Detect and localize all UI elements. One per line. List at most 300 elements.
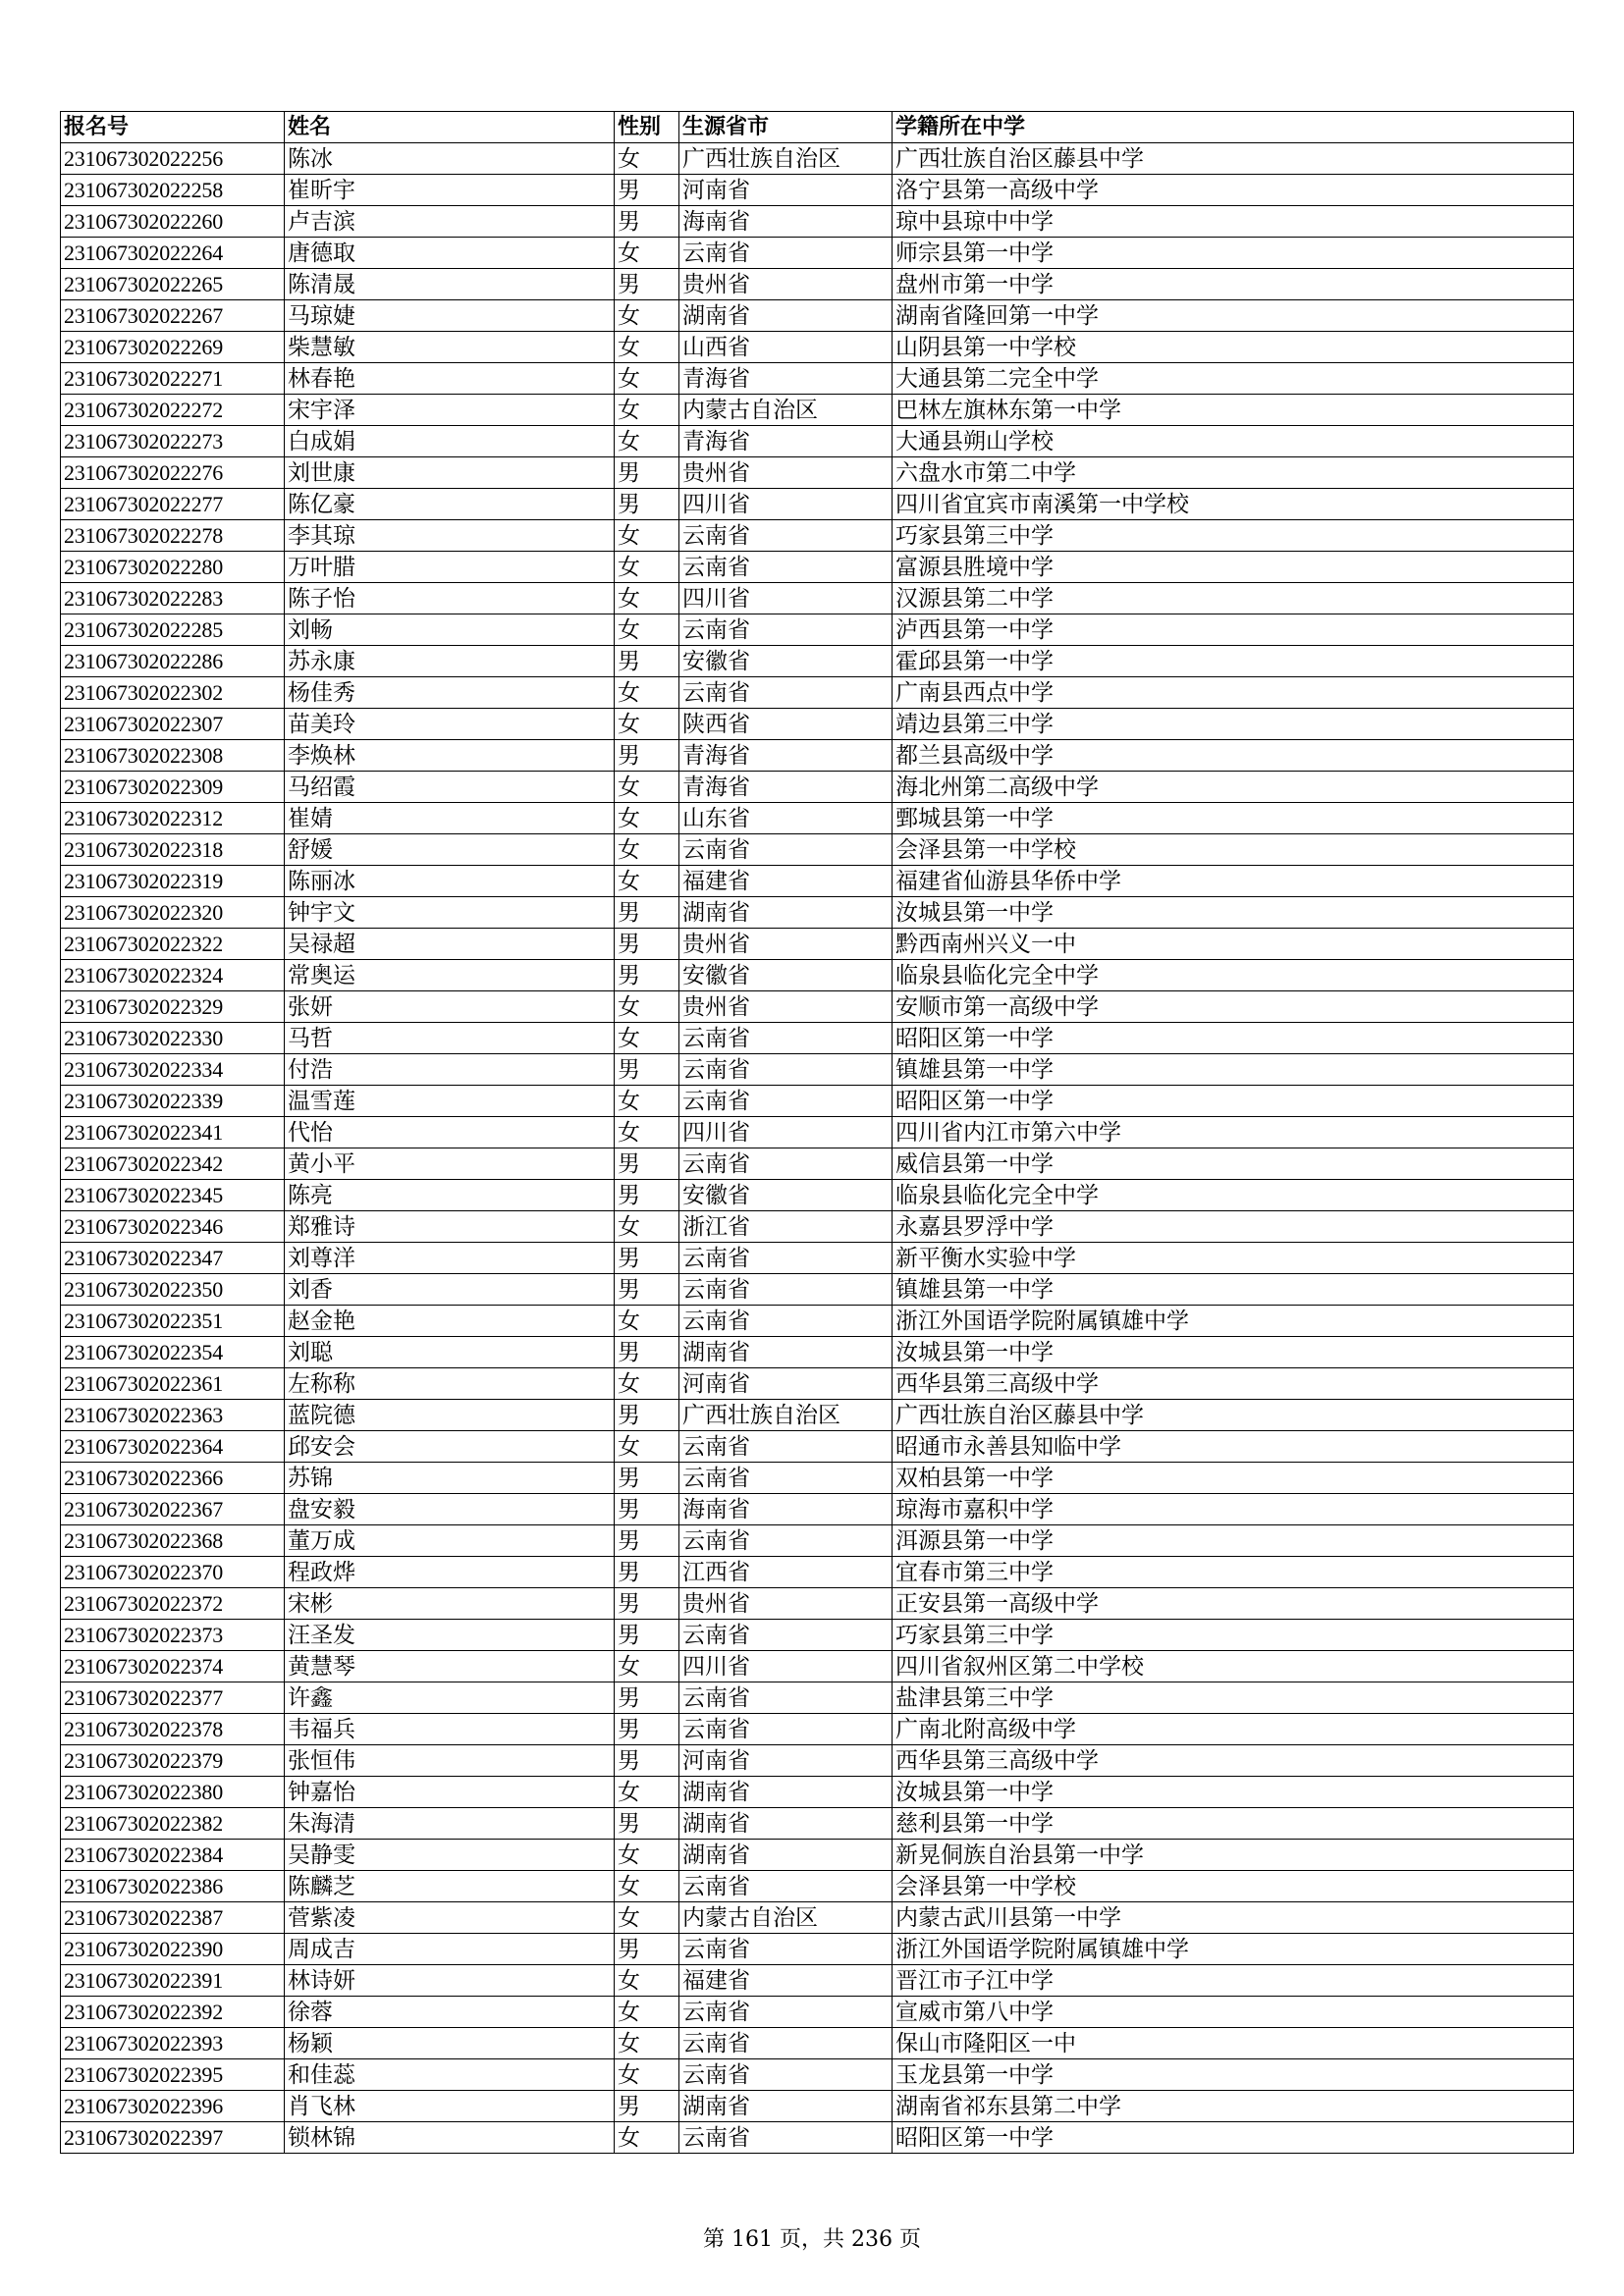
- cell-name: 锁林锦: [285, 2122, 615, 2154]
- cell-gender: 女: [615, 1431, 679, 1463]
- cell-gender: 女: [615, 552, 679, 583]
- table-row: [61, 1934, 1574, 1965]
- cell-gender: 男: [615, 1714, 679, 1745]
- cell-high-school: 盐津县第三中学: [893, 1682, 1574, 1714]
- cell-registration-number: 231067302022341: [61, 1117, 285, 1148]
- cell-high-school: 汉源县第二中学: [893, 583, 1574, 614]
- cell-province: 云南省: [679, 520, 893, 552]
- cell-name: 李其琼: [285, 520, 615, 552]
- cell-registration-number: 231067302022345: [61, 1180, 285, 1211]
- table-row: [61, 2059, 1574, 2091]
- table-row: [61, 2028, 1574, 2059]
- cell-registration-number: 231067302022272: [61, 395, 285, 426]
- cell-high-school: 昭阳区第一中学: [893, 2122, 1574, 2154]
- cell-registration-number: 231067302022367: [61, 1494, 285, 1525]
- cell-registration-number: 231067302022283: [61, 583, 285, 614]
- cell-registration-number: 231067302022256: [61, 143, 285, 175]
- cell-high-school: 昭阳区第一中学: [893, 1086, 1574, 1117]
- cell-province: 云南省: [679, 614, 893, 646]
- cell-gender: 男: [615, 1494, 679, 1525]
- header-name: 姓名: [285, 112, 615, 143]
- cell-high-school: 新晃侗族自治县第一中学: [893, 1840, 1574, 1871]
- cell-high-school: 慈利县第一中学: [893, 1808, 1574, 1840]
- table-row: [61, 1274, 1574, 1306]
- cell-province: 湖南省: [679, 897, 893, 929]
- table-row: [61, 834, 1574, 866]
- cell-high-school: 昭通市永善县知临中学: [893, 1431, 1574, 1463]
- cell-name: 马琼婕: [285, 300, 615, 332]
- cell-high-school: 师宗县第一中学: [893, 238, 1574, 269]
- table-row: [61, 206, 1574, 238]
- cell-registration-number: 231067302022330: [61, 1023, 285, 1054]
- cell-name: 万叶腊: [285, 552, 615, 583]
- cell-registration-number: 231067302022354: [61, 1337, 285, 1368]
- cell-high-school: 琼中县琼中中学: [893, 206, 1574, 238]
- header-gender: 性别: [615, 112, 679, 143]
- cell-name: 柴慧敏: [285, 332, 615, 363]
- cell-province: 云南省: [679, 1934, 893, 1965]
- table-row: [61, 1494, 1574, 1525]
- table-row: [61, 1714, 1574, 1745]
- cell-name: 钟嘉怡: [285, 1777, 615, 1808]
- cell-high-school: 都兰县高级中学: [893, 740, 1574, 772]
- cell-high-school: 泸西县第一中学: [893, 614, 1574, 646]
- cell-high-school: 玉龙县第一中学: [893, 2059, 1574, 2091]
- cell-gender: 女: [615, 332, 679, 363]
- cell-province: 广西壮族自治区: [679, 143, 893, 175]
- cell-high-school: 海北州第二高级中学: [893, 772, 1574, 803]
- cell-high-school: 宣威市第八中学: [893, 1997, 1574, 2028]
- cell-province: 云南省: [679, 1023, 893, 1054]
- cell-registration-number: 231067302022346: [61, 1211, 285, 1243]
- cell-province: 青海省: [679, 740, 893, 772]
- cell-name: 唐德取: [285, 238, 615, 269]
- table-row: [61, 1588, 1574, 1620]
- table-row: [61, 1840, 1574, 1871]
- cell-registration-number: 231067302022392: [61, 1997, 285, 2028]
- cell-province: 贵州省: [679, 457, 893, 489]
- cell-name: 陈子怡: [285, 583, 615, 614]
- table-row: [61, 238, 1574, 269]
- cell-province: 湖南省: [679, 1840, 893, 1871]
- cell-high-school: 宜春市第三中学: [893, 1557, 1574, 1588]
- cell-name: 盘安毅: [285, 1494, 615, 1525]
- cell-high-school: 威信县第一中学: [893, 1148, 1574, 1180]
- cell-name: 陈冰: [285, 143, 615, 175]
- cell-registration-number: 231067302022273: [61, 426, 285, 457]
- cell-gender: 女: [615, 1902, 679, 1934]
- cell-gender: 女: [615, 1211, 679, 1243]
- cell-high-school: 汝城县第一中学: [893, 1337, 1574, 1368]
- cell-registration-number: 231067302022351: [61, 1306, 285, 1337]
- cell-registration-number: 231067302022319: [61, 866, 285, 897]
- table-row: [61, 1117, 1574, 1148]
- table-row: [61, 1525, 1574, 1557]
- cell-province: 贵州省: [679, 991, 893, 1023]
- cell-name: 白成娟: [285, 426, 615, 457]
- cell-high-school: 保山市隆阳区一中: [893, 2028, 1574, 2059]
- cell-name: 郑雅诗: [285, 1211, 615, 1243]
- cell-gender: 女: [615, 614, 679, 646]
- cell-registration-number: 231067302022364: [61, 1431, 285, 1463]
- cell-high-school: 新平衡水实验中学: [893, 1243, 1574, 1274]
- cell-registration-number: 231067302022370: [61, 1557, 285, 1588]
- cell-province: 山东省: [679, 803, 893, 834]
- cell-gender: 女: [615, 834, 679, 866]
- cell-registration-number: 231067302022318: [61, 834, 285, 866]
- cell-high-school: 福建省仙游县华侨中学: [893, 866, 1574, 897]
- cell-province: 湖南省: [679, 1808, 893, 1840]
- cell-high-school: 广南北附高级中学: [893, 1714, 1574, 1745]
- table-row: [61, 929, 1574, 960]
- cell-registration-number: 231067302022387: [61, 1902, 285, 1934]
- cell-province: 青海省: [679, 426, 893, 457]
- table-row: [61, 897, 1574, 929]
- cell-province: 河南省: [679, 1745, 893, 1777]
- cell-name: 付浩: [285, 1054, 615, 1086]
- cell-high-school: 富源县胜境中学: [893, 552, 1574, 583]
- cell-gender: 男: [615, 269, 679, 300]
- cell-province: 内蒙古自治区: [679, 1902, 893, 1934]
- cell-name: 汪圣发: [285, 1620, 615, 1651]
- cell-province: 安徽省: [679, 960, 893, 991]
- cell-name: 林春艳: [285, 363, 615, 395]
- cell-registration-number: 231067302022378: [61, 1714, 285, 1745]
- cell-province: 四川省: [679, 583, 893, 614]
- table-row: [61, 1902, 1574, 1934]
- cell-gender: 女: [615, 803, 679, 834]
- cell-registration-number: 231067302022309: [61, 772, 285, 803]
- cell-high-school: 洱源县第一中学: [893, 1525, 1574, 1557]
- cell-gender: 女: [615, 2122, 679, 2154]
- cell-province: 云南省: [679, 1871, 893, 1902]
- table-row: [61, 772, 1574, 803]
- cell-gender: 男: [615, 1745, 679, 1777]
- cell-gender: 男: [615, 1337, 679, 1368]
- table-row: [61, 583, 1574, 614]
- table-row: [61, 1054, 1574, 1086]
- cell-registration-number: 231067302022269: [61, 332, 285, 363]
- cell-high-school: 永嘉县罗浮中学: [893, 1211, 1574, 1243]
- cell-name: 邱安会: [285, 1431, 615, 1463]
- cell-high-school: 安顺市第一高级中学: [893, 991, 1574, 1023]
- cell-high-school: 正安县第一高级中学: [893, 1588, 1574, 1620]
- cell-province: 云南省: [679, 1086, 893, 1117]
- cell-high-school: 会泽县第一中学校: [893, 834, 1574, 866]
- cell-province: 内蒙古自治区: [679, 395, 893, 426]
- cell-name: 卢吉滨: [285, 206, 615, 238]
- cell-name: 蓝院德: [285, 1400, 615, 1431]
- cell-name: 吴静雯: [285, 1840, 615, 1871]
- cell-province: 福建省: [679, 1965, 893, 1997]
- cell-province: 云南省: [679, 1714, 893, 1745]
- table-row: [61, 489, 1574, 520]
- cell-name: 宋彬: [285, 1588, 615, 1620]
- table-row: [61, 1180, 1574, 1211]
- cell-gender: 男: [615, 1180, 679, 1211]
- cell-high-school: 四川省叙州区第二中学校: [893, 1651, 1574, 1682]
- cell-gender: 男: [615, 175, 679, 206]
- cell-province: 云南省: [679, 677, 893, 709]
- cell-gender: 女: [615, 143, 679, 175]
- cell-name: 陈亮: [285, 1180, 615, 1211]
- table-row: [61, 1651, 1574, 1682]
- cell-province: 云南省: [679, 1682, 893, 1714]
- cell-name: 刘香: [285, 1274, 615, 1306]
- cell-province: 云南省: [679, 1620, 893, 1651]
- table-row: [61, 332, 1574, 363]
- cell-high-school: 洛宁县第一高级中学: [893, 175, 1574, 206]
- table-row: [61, 1997, 1574, 2028]
- cell-name: 左称称: [285, 1368, 615, 1400]
- cell-province: 青海省: [679, 772, 893, 803]
- table-row: [61, 991, 1574, 1023]
- table-row: [61, 1368, 1574, 1400]
- cell-province: 贵州省: [679, 269, 893, 300]
- cell-name: 刘畅: [285, 614, 615, 646]
- cell-name: 徐蓉: [285, 1997, 615, 2028]
- cell-gender: 女: [615, 677, 679, 709]
- table-row: [61, 1243, 1574, 1274]
- cell-name: 董万成: [285, 1525, 615, 1557]
- cell-name: 刘世康: [285, 457, 615, 489]
- table-row: [61, 646, 1574, 677]
- table-row: [61, 709, 1574, 740]
- cell-high-school: 山阴县第一中学校: [893, 332, 1574, 363]
- cell-high-school: 镇雄县第一中学: [893, 1054, 1574, 1086]
- cell-registration-number: 231067302022377: [61, 1682, 285, 1714]
- cell-province: 安徽省: [679, 646, 893, 677]
- cell-registration-number: 231067302022286: [61, 646, 285, 677]
- cell-registration-number: 231067302022258: [61, 175, 285, 206]
- cell-name: 陈亿豪: [285, 489, 615, 520]
- cell-gender: 男: [615, 2091, 679, 2122]
- table-row: [61, 395, 1574, 426]
- cell-registration-number: 231067302022363: [61, 1400, 285, 1431]
- cell-registration-number: 231067302022342: [61, 1148, 285, 1180]
- cell-registration-number: 231067302022380: [61, 1777, 285, 1808]
- table-row: [61, 1463, 1574, 1494]
- cell-gender: 男: [615, 1557, 679, 1588]
- cell-registration-number: 231067302022396: [61, 2091, 285, 2122]
- cell-registration-number: 231067302022329: [61, 991, 285, 1023]
- cell-province: 青海省: [679, 363, 893, 395]
- cell-high-school: 汝城县第一中学: [893, 897, 1574, 929]
- table-row: [61, 1337, 1574, 1368]
- cell-registration-number: 231067302022366: [61, 1463, 285, 1494]
- cell-registration-number: 231067302022339: [61, 1086, 285, 1117]
- cell-high-school: 湖南省祁东县第二中学: [893, 2091, 1574, 2122]
- cell-registration-number: 231067302022384: [61, 1840, 285, 1871]
- cell-name: 马哲: [285, 1023, 615, 1054]
- table-row: [61, 175, 1574, 206]
- cell-gender: 女: [615, 866, 679, 897]
- table-row: [61, 1023, 1574, 1054]
- cell-name: 林诗妍: [285, 1965, 615, 1997]
- cell-province: 云南省: [679, 1054, 893, 1086]
- cell-province: 云南省: [679, 834, 893, 866]
- cell-gender: 男: [615, 929, 679, 960]
- cell-high-school: 霍邱县第一中学: [893, 646, 1574, 677]
- cell-high-school: 黔西南州兴义一中: [893, 929, 1574, 960]
- cell-gender: 女: [615, 1997, 679, 2028]
- table-row: [61, 1808, 1574, 1840]
- table-row: [61, 866, 1574, 897]
- cell-gender: 男: [615, 1808, 679, 1840]
- cell-name: 宋宇泽: [285, 395, 615, 426]
- cell-gender: 女: [615, 520, 679, 552]
- cell-high-school: 临泉县临化完全中学: [893, 1180, 1574, 1211]
- cell-high-school: 广西壮族自治区藤县中学: [893, 143, 1574, 175]
- cell-high-school: 浙江外国语学院附属镇雄中学: [893, 1306, 1574, 1337]
- cell-gender: 女: [615, 1117, 679, 1148]
- table-row: [61, 143, 1574, 175]
- cell-province: 云南省: [679, 238, 893, 269]
- cell-gender: 男: [615, 1525, 679, 1557]
- cell-gender: 女: [615, 991, 679, 1023]
- header-registration-number: 报名号: [61, 112, 285, 143]
- cell-registration-number: 231067302022393: [61, 2028, 285, 2059]
- cell-name: 马绍霞: [285, 772, 615, 803]
- cell-name: 苏锦: [285, 1463, 615, 1494]
- cell-name: 苏永康: [285, 646, 615, 677]
- cell-registration-number: 231067302022276: [61, 457, 285, 489]
- cell-name: 舒媛: [285, 834, 615, 866]
- table-row: [61, 677, 1574, 709]
- cell-gender: 女: [615, 1651, 679, 1682]
- cell-province: 云南省: [679, 1525, 893, 1557]
- cell-registration-number: 231067302022397: [61, 2122, 285, 2154]
- cell-name: 赵金艳: [285, 1306, 615, 1337]
- table-header-row: [61, 112, 1574, 143]
- cell-high-school: 大通县第二完全中学: [893, 363, 1574, 395]
- cell-high-school: 靖边县第三中学: [893, 709, 1574, 740]
- cell-registration-number: 231067302022374: [61, 1651, 285, 1682]
- cell-gender: 女: [615, 709, 679, 740]
- cell-high-school: 西华县第三高级中学: [893, 1745, 1574, 1777]
- cell-high-school: 西华县第三高级中学: [893, 1368, 1574, 1400]
- cell-gender: 男: [615, 646, 679, 677]
- cell-province: 湖南省: [679, 2091, 893, 2122]
- cell-gender: 女: [615, 1871, 679, 1902]
- page-number: 第 161 页，共 236 页: [703, 2227, 921, 2252]
- cell-name: 钟宇文: [285, 897, 615, 929]
- cell-gender: 女: [615, 1023, 679, 1054]
- cell-name: 崔婧: [285, 803, 615, 834]
- table-row: [61, 269, 1574, 300]
- cell-name: 杨颖: [285, 2028, 615, 2059]
- cell-registration-number: 231067302022361: [61, 1368, 285, 1400]
- cell-province: 四川省: [679, 1117, 893, 1148]
- header-high-school: 学籍所在中学: [893, 112, 1574, 143]
- cell-gender: 男: [615, 1054, 679, 1086]
- table-row: [61, 1965, 1574, 1997]
- cell-gender: 女: [615, 2028, 679, 2059]
- cell-registration-number: 231067302022324: [61, 960, 285, 991]
- cell-gender: 男: [615, 1148, 679, 1180]
- cell-registration-number: 231067302022280: [61, 552, 285, 583]
- cell-name: 朱海清: [285, 1808, 615, 1840]
- cell-province: 福建省: [679, 866, 893, 897]
- cell-registration-number: 231067302022312: [61, 803, 285, 834]
- cell-gender: 男: [615, 1463, 679, 1494]
- cell-high-school: 昭阳区第一中学: [893, 1023, 1574, 1054]
- cell-name: 刘尊洋: [285, 1243, 615, 1274]
- cell-name: 程政烨: [285, 1557, 615, 1588]
- table-row: [61, 363, 1574, 395]
- cell-registration-number: 231067302022320: [61, 897, 285, 929]
- table-row: [61, 614, 1574, 646]
- cell-registration-number: 231067302022277: [61, 489, 285, 520]
- cell-name: 温雪莲: [285, 1086, 615, 1117]
- cell-name: 韦福兵: [285, 1714, 615, 1745]
- cell-name: 刘聪: [285, 1337, 615, 1368]
- cell-name: 苗美玲: [285, 709, 615, 740]
- cell-name: 黄小平: [285, 1148, 615, 1180]
- cell-gender: 男: [615, 897, 679, 929]
- cell-name: 许鑫: [285, 1682, 615, 1714]
- cell-high-school: 六盘水市第二中学: [893, 457, 1574, 489]
- cell-registration-number: 231067302022391: [61, 1965, 285, 1997]
- cell-registration-number: 231067302022350: [61, 1274, 285, 1306]
- cell-registration-number: 231067302022271: [61, 363, 285, 395]
- cell-gender: 男: [615, 1400, 679, 1431]
- cell-province: 河南省: [679, 175, 893, 206]
- cell-gender: 男: [615, 740, 679, 772]
- cell-registration-number: 231067302022278: [61, 520, 285, 552]
- table-row: [61, 740, 1574, 772]
- table-row: [61, 1400, 1574, 1431]
- table-row: [61, 426, 1574, 457]
- cell-gender: 女: [615, 1368, 679, 1400]
- student-list-table: [60, 111, 1574, 2154]
- table-row: [61, 803, 1574, 834]
- table-row: [61, 960, 1574, 991]
- cell-name: 杨佳秀: [285, 677, 615, 709]
- cell-registration-number: 231067302022260: [61, 206, 285, 238]
- table-row: [61, 1431, 1574, 1463]
- cell-gender: 男: [615, 1620, 679, 1651]
- cell-province: 云南省: [679, 1274, 893, 1306]
- cell-registration-number: 231067302022395: [61, 2059, 285, 2091]
- cell-province: 浙江省: [679, 1211, 893, 1243]
- cell-name: 吴禄超: [285, 929, 615, 960]
- cell-high-school: 汝城县第一中学: [893, 1777, 1574, 1808]
- header-province: 生源省市: [679, 112, 893, 143]
- cell-gender: 男: [615, 1243, 679, 1274]
- cell-gender: 女: [615, 363, 679, 395]
- table-row: [61, 1745, 1574, 1777]
- cell-province: 云南省: [679, 1243, 893, 1274]
- cell-gender: 女: [615, 2059, 679, 2091]
- cell-gender: 女: [615, 426, 679, 457]
- cell-name: 李焕林: [285, 740, 615, 772]
- cell-gender: 女: [615, 1840, 679, 1871]
- table-row: [61, 1620, 1574, 1651]
- cell-high-school: 鄄城县第一中学: [893, 803, 1574, 834]
- cell-gender: 男: [615, 206, 679, 238]
- cell-name: 陈清晟: [285, 269, 615, 300]
- cell-gender: 女: [615, 1306, 679, 1337]
- cell-province: 四川省: [679, 489, 893, 520]
- cell-province: 江西省: [679, 1557, 893, 1588]
- cell-province: 云南省: [679, 2059, 893, 2091]
- cell-registration-number: 231067302022285: [61, 614, 285, 646]
- cell-high-school: 巧家县第三中学: [893, 1620, 1574, 1651]
- table-row: [61, 2091, 1574, 2122]
- cell-high-school: 临泉县临化完全中学: [893, 960, 1574, 991]
- cell-province: 云南省: [679, 2122, 893, 2154]
